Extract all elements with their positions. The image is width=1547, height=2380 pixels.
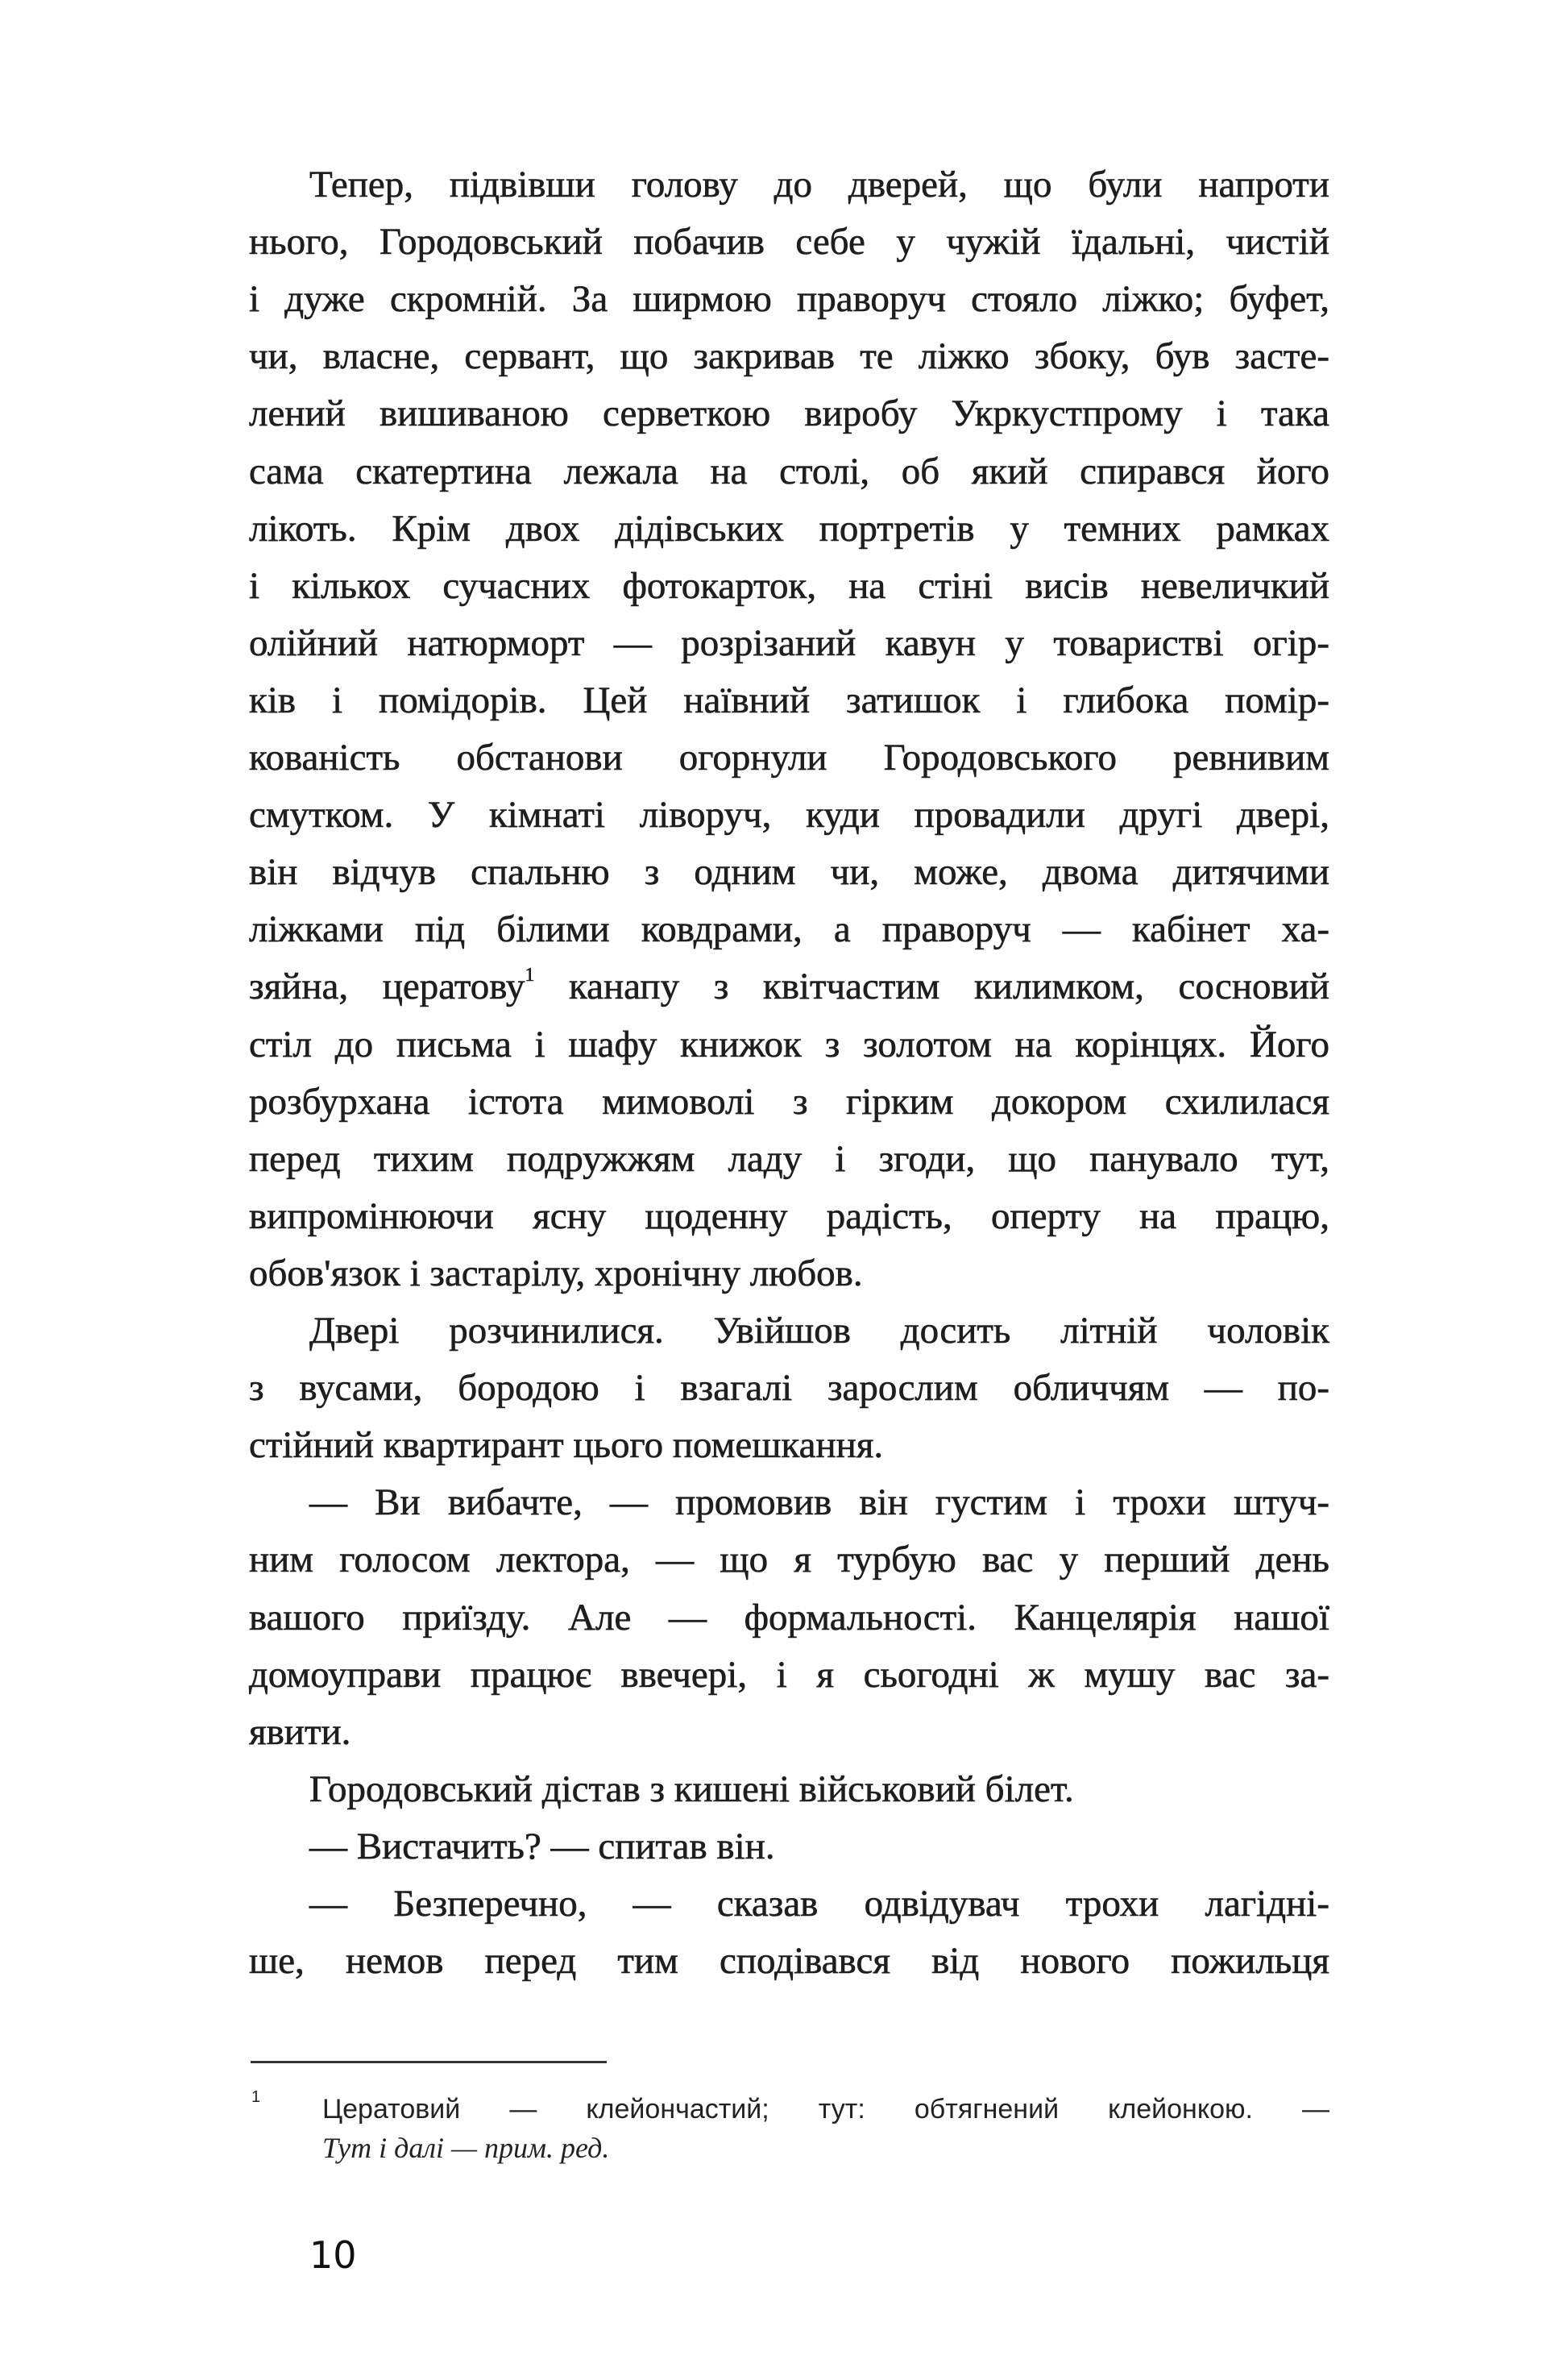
text-line [249, 1761, 1329, 1818]
text-line [249, 1474, 1329, 1531]
text-line-content: — Ви вибачте, — промовив він густим і трохи штуч- [309, 1481, 1329, 1524]
text-segment: зяйна, цератову [249, 966, 525, 1008]
text-line-content: Городовський дістав з кишені військовий білет. [309, 1767, 1074, 1810]
text-line-content: ним голосом лектора, — що я турбую вас у перший день [249, 1539, 1329, 1581]
footnote-marker: 1 [251, 2088, 261, 2106]
text-line [249, 1245, 1329, 1302]
text-line [249, 328, 1329, 385]
text-line-content: ше, немов перед тим сподівався від нового пожильця [249, 1940, 1329, 1983]
text-line-content: чи, власне, сервант, що закривав те ліжко збоку, був засте- [249, 335, 1329, 378]
text-line-content: перед тихим подружжям ладу і згоди, що панувало тут, [249, 1137, 1329, 1180]
text-segment: канапу з квітчастим килимком, сосновий [534, 966, 1330, 1008]
text-line-content: ліжками під білими ковдрами, а праворуч — кабінет ха- [249, 908, 1329, 951]
text-line [249, 214, 1329, 271]
text-line [249, 385, 1329, 442]
text-line [249, 1818, 1329, 1875]
text-line-content: Тепер, підвівши голову до дверей, що були напроти [309, 164, 1329, 206]
text-line [249, 1589, 1329, 1647]
text-line-content: — Безперечно, — сказав одвідувач трохи лагідні- [309, 1883, 1329, 1925]
text-line [249, 1302, 1329, 1360]
text-line-content: ків і помідорів. Цей наївний затишок і глибока помір- [249, 679, 1329, 721]
text-line-content: випромінюючи ясну щоденну радість, оперту на працю, [249, 1194, 1329, 1237]
text-line [249, 1875, 1329, 1933]
footnote-reference[interactable]: 1 [525, 965, 535, 986]
text-line-content: розбурхана істота мимоволі з гірким докором схилилася [249, 1080, 1329, 1123]
text-line [249, 1417, 1329, 1474]
text-line-content: лікоть. Крім двох дідівських портретів у темних рамках [249, 507, 1329, 550]
text-line [249, 1933, 1329, 1990]
text-line-content: кованість обстанови огорнули Городовського ревнивим [249, 737, 1329, 779]
text-line [249, 958, 1329, 1016]
footnote-text: Цератовий — клейончастий; тут: обтягнений клейонкою. — [322, 2094, 1329, 2125]
text-line-content: Двері розчинилися. Увійшов досить літній чоловік [309, 1310, 1329, 1352]
text-line-content: і кількох сучасних фотокарток, на стіні висів невеличкий [249, 564, 1329, 607]
text-line [249, 672, 1329, 729]
text-line [249, 1704, 1329, 1761]
text-line-content: — Вистачить? — спитав він. [309, 1825, 775, 1867]
text-line-content: олійний натюрморт — розрізаний кавун у товаристві огір- [249, 621, 1329, 664]
text-line-content: і дуже скромній. За ширмою праворуч стояло ліжко; буфет, [249, 278, 1329, 321]
text-line [249, 501, 1329, 558]
page-number: 10 [309, 2233, 357, 2277]
text-line-content: вашого приїзду. Але — формальності. Канцелярія нашої [249, 1596, 1329, 1639]
text-line [249, 1016, 1329, 1074]
text-line-content: нього, Городовський побачив себе у чужій їдальні, чистій [249, 221, 1329, 264]
text-line [249, 615, 1329, 672]
text-line [249, 558, 1329, 615]
text-line [249, 1647, 1329, 1704]
text-line-content: стійний квартирант цього помешкання. [249, 1424, 884, 1467]
text-line-content: стіл до письма і шафу книжок з золотом на корінцях. Його [249, 1023, 1329, 1065]
text-line [249, 1188, 1329, 1245]
text-line-content [249, 966, 1329, 1007]
text-line [249, 443, 1329, 501]
text-line-content: смутком. У кімнаті ліворуч, куди провадили другі двері, [249, 794, 1329, 837]
text-line [249, 1360, 1329, 1417]
footnote-divider [251, 2061, 607, 2063]
text-line [249, 156, 1329, 214]
text-line-content: явити. [249, 1710, 351, 1753]
text-line-content: він відчув спальню з одним чи, може, двома дитячими [249, 851, 1329, 894]
text-line [249, 1074, 1329, 1131]
text-line [249, 1531, 1329, 1589]
text-line-content: лений вишиваною серветкою виробу Укркустпрому і така [249, 393, 1329, 435]
footnote-text-line-2: Тут і далі — прим. ред. [322, 2132, 610, 2164]
text-line-content: домоуправи працює ввечері, і я сьогодні ж мушу вас за- [249, 1653, 1329, 1696]
text-line [249, 901, 1329, 958]
text-line [249, 1131, 1329, 1188]
text-line [249, 271, 1329, 328]
text-line-content: обов'язок і застарілу, хронічну любов. [249, 1252, 863, 1294]
text-line [249, 844, 1329, 901]
text-line [249, 787, 1329, 844]
text-line [249, 729, 1329, 787]
text-line-content: з вусами, бородою і взагалі зарослим обличчям — по- [249, 1367, 1329, 1410]
footnote-text-line-1 [322, 2090, 1329, 2129]
text-line-content: сама скатертина лежала на столі, об який спирався його [249, 450, 1329, 492]
